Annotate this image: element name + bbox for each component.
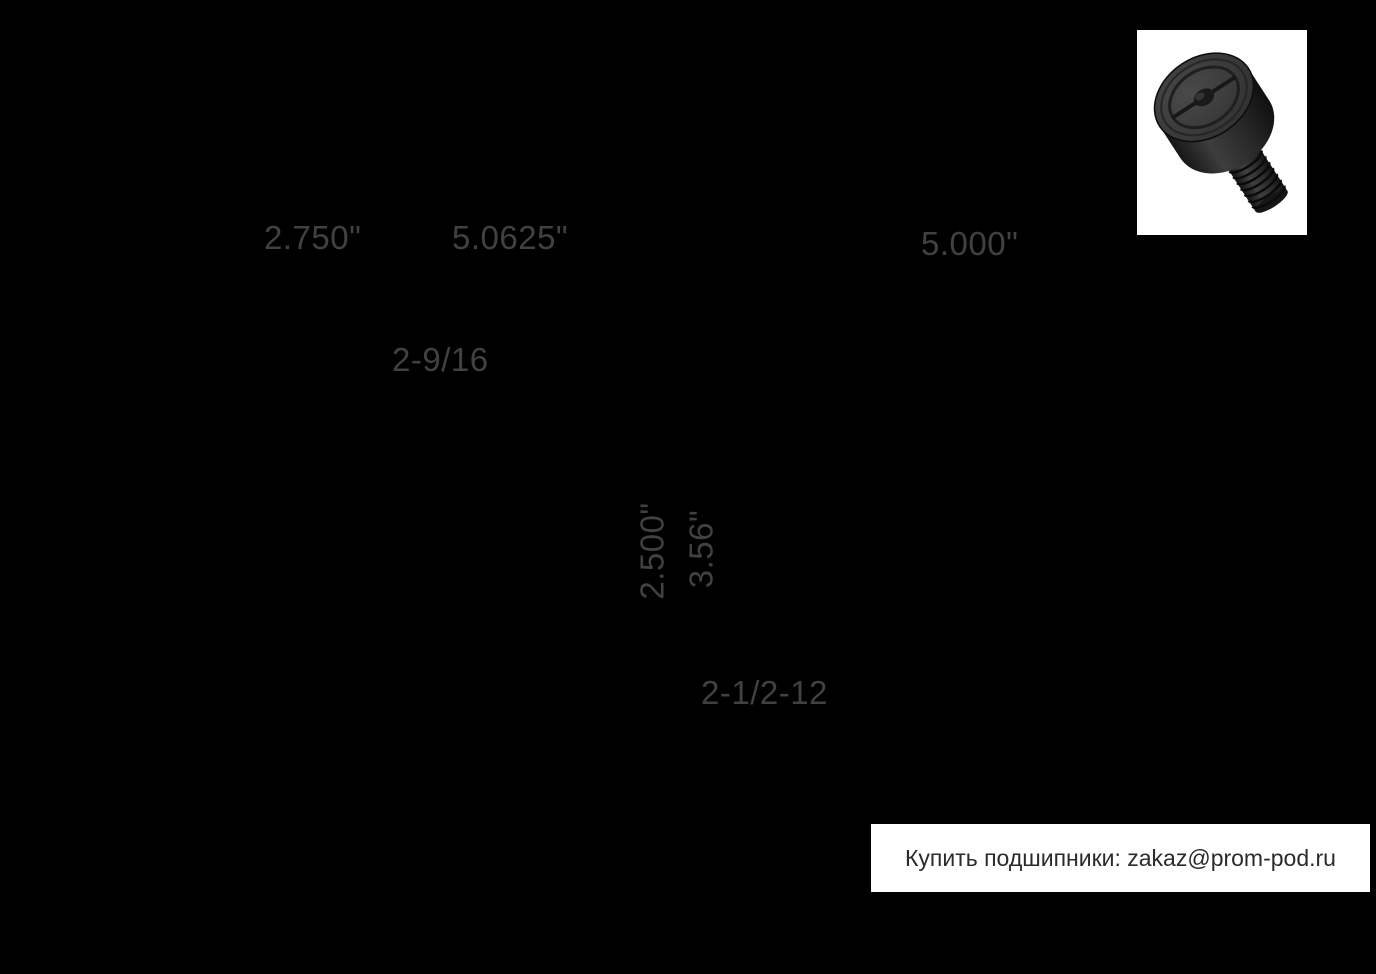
dimension-label-roller-diameter: 5.0625"	[452, 219, 569, 256]
cam-follower-image	[1137, 30, 1307, 235]
contact-banner-text: Купить подшипники: zakaz@prom-pod.ru	[905, 844, 1336, 871]
dimension-label-flange: 2-9/16	[392, 341, 489, 378]
contact-banner[interactable]	[871, 824, 1370, 892]
dimension-label-stud-diameter: 2.500"	[633, 502, 671, 600]
dimension-label-stud-length: 3.56"	[682, 509, 720, 589]
dimension-label-roller-width: 2.750"	[264, 219, 362, 256]
product-photo-box	[1137, 30, 1307, 235]
dimension-label-thread-spec: 2-1/2-12	[701, 674, 828, 711]
dimension-label-overall-length: 5.000"	[921, 225, 1019, 262]
